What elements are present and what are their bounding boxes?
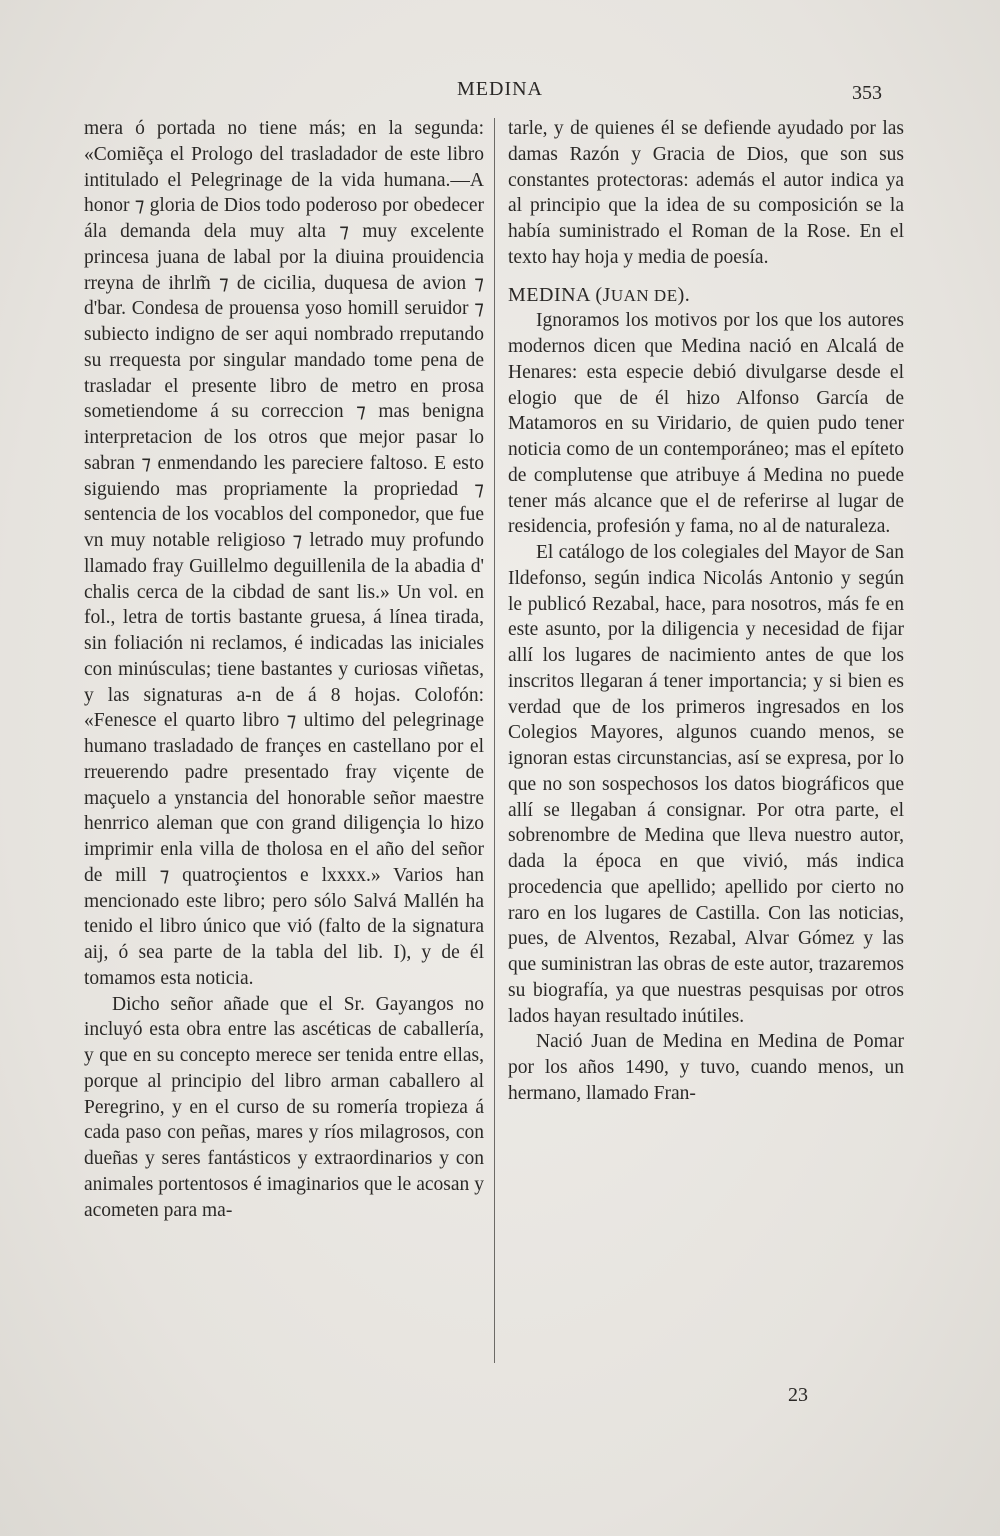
heading-main: MEDINA (J (508, 283, 611, 306)
column-divider (494, 118, 495, 1363)
signature-mark: 23 (788, 1384, 808, 1406)
right-column (508, 116, 904, 1107)
right-paragraph-2: Ignoramos los motivos por los que los autores modernos dicen que Medina nació en Alcalá de Henares: esta especie debió divulgarse desde el elogio que de él hizo Alfonso García de Matamoros en su Viridario, de quien pudo tener noticia como de un contemporáneo; mas el epíteto de complutense que atribuye á Medina no puede tener más alcance que el de referirse al lugar de residencia, profesión y fama, no al de naturaleza. (508, 310, 904, 538)
left-paragraph-1: mera ó portada no tiene más; en la segunda: «Comiẽça el Prologo del trasladador de este libro intitulado el Pelegrinage de la vida humana.—A honor ⁊ gloria de Dios todo poderoso por obedecer ála demanda dela muy alta ⁊ muy excelente princesa juana de labal por la diuina prouidencia rreyna de ihrlm̃ ⁊ de cicilia, duquesa de avion ⁊ d'bar. Condesa de prouensa yoso homill seruidor ⁊ subiecto indigno de ser aqui nombrado rreputando su rrequesta por singular mandado tome pena de trasladar el presente libro de metro en prosa sometiendome á su correccion ⁊ mas benigna interpretacion de los otros que mejor pasar lo sabran ⁊ enmendando les pareciere faltoso. E esto siguiendo mas propriamente la propriedad ⁊ sentencia de los vocablos del componedor, que fue vn muy notable religioso ⁊ letrado muy profundo llamado fray Guillelmo deguillenila de la abadia d' chalis cerca de la cibdad de sant lis.» Un vol. en fol., letra de tortis bastante gruesa, á línea tirada, sin foliación ni reclamos, é indicadas las iniciales con minúsculas; tiene bastantes y curiosas viñetas, y las signaturas a-n de á 8 hojas. Colofón: «Fenesce el quarto libro ⁊ ultimo del pelegrinage humano trasladado de françes en castellano por el rreuerendo padre presentado fray viçente de maçuelo a ynstancia del honorable señor maestre henrrico aleman que con grand diligençia lo hizo imprimir enla villa de tholosa en el año del señor de mill ⁊ quatroçientos e lxxxx.» Varios han mencionado este libro; pero sólo Salvá Mallén ha tenido el libro único que vió (falto de la signatura aij, ó sea parte de la tabla del lib. I), y de él tomamos esta noticia. (84, 118, 484, 989)
left-paragraph-2: Dicho señor añade que el Sr. Gayangos no incluyó esta obra entre las ascéticas de caballería, y que en su concepto merece ser tenida entre ellas, porque al principio del libro arman caballero al Peregrino, y en el curso de su romería tropieza á cada paso con peñas, mares y ríos milagrosos, con dueñas y seres fantásticos y extraordinarios y con animales portentosos é imaginarios que le acosan y acometen para ma- (84, 993, 484, 1221)
running-head-title: MEDINA (457, 78, 543, 100)
section-heading (508, 283, 904, 309)
right-paragraph-3: El catálogo de los colegiales del Mayor de San Ildefonso, según indica Nicolás Antonio y según le publicó Rezabal, hace, para nosotros, más fe en este asunto, por la diligencia y necesidad de fijar allí los lugares de nacimiento antes de que los inscritos llegaran á tener importancia; y si bien es verdad que de los primeros ingresados en los Colegios Mayores, algunos cuando menos, se ignoran estas circunstancias, así se expresa, por lo que no son sospechosos los datos biográficos que allí se llegaban á consignar. Por otra parte, el sobrenombre de Medina que lleva nuestro autor, dada la época en que vivió, más indica procedencia que apellido; apellido por cierto no raro en los lugares de Castilla. Con las noticias, pues, de Alventos, Rezabal, Alvar Gómez y las que suministran las obras de este autor, trazaremos su biografía, ya que nuestras pesquisas por otros lados hayan resultado inútiles. (508, 542, 904, 1027)
left-column (84, 116, 484, 1223)
heading-end: ). (677, 283, 691, 306)
heading-small-caps: UAN DE (610, 285, 678, 305)
right-paragraph-4: Nació Juan de Medina en Medina de Pomar por los años 1490, y tuvo, cuando menos, un hermano, llamado Fran- (508, 1031, 904, 1104)
right-paragraph-1: tarle, y de quienes él se defiende ayudado por las damas Razón y Gracia de Dios, que son sus constantes protectoras: además el autor indica ya al principio que la idea de su composición se la había suministrado el Roman de la Rose. En el texto hay hoja y media de poesía. (508, 118, 904, 268)
page-number: 353 (852, 82, 882, 104)
